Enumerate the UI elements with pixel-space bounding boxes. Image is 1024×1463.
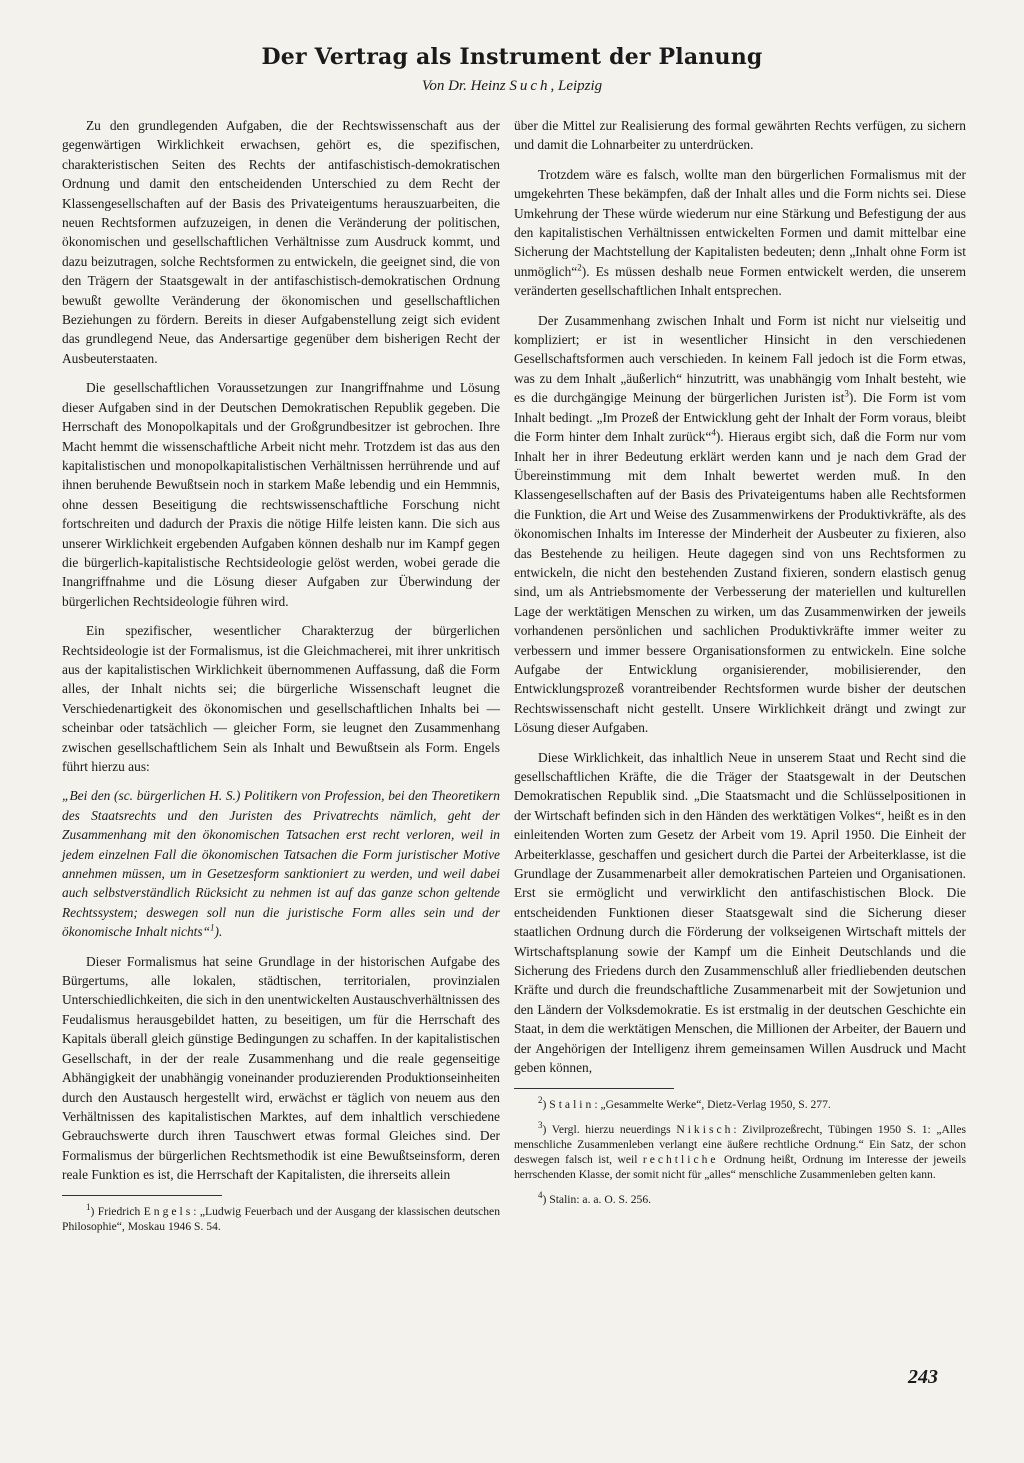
footnote-number: 1 xyxy=(86,1201,91,1212)
paragraph: Diese Wirklichkeit, das inhaltlich Neue in unserem Staat und Recht sind die gesellschaftlichen Kräfte, die die Träger der Staatsgewalt in der Deutschen Demokratischen Republik sind. „Die Staatsmacht und die Schlüsselpositionen in der Wirtschaft befinden sich in den Händen des werktätigen Volkes“, heißt es in den einleitenden Worten zum Gesetz der Arbeit vom 19. April 1950. Die Einheit der Arbeiterklasse, geschaffen und gesichert durch die Partei der Arbeiterklasse, ist die Grundlage der Zusammenarbeit aller demokratischen Parteien und Organisationen. Erst sie ermöglicht und verwirklicht den antifaschistischen Block. Die entscheidenden Funktionen dieser Staatsgewalt sind die Sicherung dieser staatlichen Ordnung durch die Förderung der volkseigenen Wirtschaft mittels der Wirtschaftsplanung sowie der Kampf um die Einheit Deutschlands und die Sicherung des Friedens durch den Zusammenschluß aller friedliebenden deutschen Kräfte und durch die freundschaftliche Zusammenarbeit mit der Sowjetunion und den Ländern der Volksdemokratie. Es ist erstmalig in der deutschen Geschichte ein Staat, in dem die werktätigen Menschen, die Millionen der Arbeiter, der Bauern und der Angehörigen der Intelligenz ihrem gemeinsamen Willen Ausdruck und Macht geben können, xyxy=(514,749,966,1076)
footnote-ref: 1 xyxy=(210,922,215,933)
footnote-ref: 3 xyxy=(844,388,849,399)
author-byline xyxy=(0,78,1024,95)
footnote-prefix: ) Vergl. hierzu neuerdings xyxy=(542,1122,677,1136)
byline-suffix: , Leipzig xyxy=(550,78,603,94)
footnote-number: 2 xyxy=(538,1094,543,1105)
footnote-text: : „Ludwig Feuerbach und der Ausgang der klassischen deutschen Philosophie“, Moskau 1946 S. 54. xyxy=(62,1204,500,1233)
footnote-text: ) Stalin: a. a. O. S. 256. xyxy=(542,1192,652,1206)
footnote-divider xyxy=(514,1088,674,1089)
footnote-1 xyxy=(62,1201,500,1234)
footnote-2 xyxy=(514,1094,966,1112)
paragraph-text: ). Es müssen deshalb neue Formen entwickelt werden, die unserem veränderten gesellschaftlichen Inhalt entsprechen. xyxy=(514,263,966,299)
quote-text: „Bei den (sc. bürgerlichen H. S.) Politikern von Profession, bei den Theoretikern des Staatsrechts und den Juristen des Privatrechts nämlich, geht der Zusammenhang mit den ökonomischen Tatsachen erst recht verloren, weil in jedem einzelnen Fall die ökonomischen Tatsachen die Form juristischer Motive annehmen müssen, um in Gesetzesform sanktioniert zu werden, und weil dabei auch selbstverständlich Rücksicht zu nehmen ist auf das ganze schon geltende Rechtssystem; deswegen soll nun die juristische Form alles sein und der ökonomische Inhalt nichts“ xyxy=(62,788,500,940)
page-number: 243 xyxy=(908,1366,938,1388)
paragraph: Dieser Formalismus hat seine Grundlage in der historischen Aufgabe des Bürgertums, alle lokalen, städtischen, territorialen, provinzialen Unterschiedlichkeiten, die sich in den unentwickelten Austauschverhältnissen des Feudalismus herausgebildet hatten, zu beseitigen, um für die Herrschaft des Kapitals überall gleich günstige Bedingungen zu schaffen. In der kapitalistischen Gesellschaft, in der der reale Zusammenhang und die reale gegenseitige Abhängigkeit der unabhängig voneinander produzierenden Produktionseinheiten durch den Austausch hergestellt wird, erwächst er täglich von neuem aus den Verhältnissen des kapitalistischen Marktes, auf dem inhaltlich verschiedene Gebrauchswerte durch ihren Tauschwert etwas formal Gleiches sind. Der Formalismus der bürgerlichen Rechtsmethodik ist eine Bewußtseinsform, deren reale Funktion es ist, die Herrschaft der Kapitalisten, die ihrerseits allein xyxy=(62,953,500,1183)
paragraph-text: ). Hieraus ergibt sich, daß die Form nur vom Inhalt her in ihrer Bedeutung erklärt werden kann und je nach dem Grad der Übereinstimmung mit dem Inhalt bewertet werden muß. In den Klassengesellschaften auf der Basis des Privateigentums haben alle Rechtsformen die Funktion, die Art und Weise des Zusammenwirkens der Produktivkräfte, als des ökonomischen Inhalts im Interesse der Minderheit der Ausbeuter zu fixieren, also das Bestehende zu heiligen. Heute dagegen sind von uns Rechtsformen zu entwickeln, die nicht den bestehenden Zustand fixieren, sondern elastisch genug sind, um als Antriebsmomente der Verbesserung der materiellen und kulturellen Lage der werktätigen Menschen zu wirken, um das Zusammenwirken der jeweils vorhandenen persönlichen und sachlichen Produktivkräfte immer weiter zu verbessern und immer bessere Organisationsformen zu entwickeln. Eine solche Aufgabe der Entwicklung organisierender, mobilisierender, den Entwicklungsprozeß vorantreibender Rechtsformen wurde bisher der deutschen Rechtswissenschaft nicht gestellt. Unsere Wirklichkeit drängt und zwingt zur Lösung dieser Aufgaben. xyxy=(514,429,966,736)
paragraph: über die Mittel zur Realisierung des formal gewährten Rechts verfügen, zu sichern und damit die Lohnarbeiter zu unterdrücken. xyxy=(514,118,966,153)
left-column xyxy=(62,116,500,1244)
footnote-author: Nikisch xyxy=(676,1122,734,1136)
footnote-text: : „Gesammelte Werke“, Dietz-Verlag 1950, S. 277. xyxy=(594,1097,831,1111)
paragraph: Ein spezifischer, wesentlicher Charakterzug der bürgerlichen Rechtsideologie ist der Formalismus, ist die Gleichmacherei, mit ihrer unkritisch aus der kapitalistischen Wirklichkeit übernommenen Auffassung, daß die Form alles, der Inhalt nichts sei; die bürgerliche Wissenschaft leugnet die Verschiedenartigkeit des ökonomischen und gesellschaftlichen Inhalts bei — scheinbar oder tatsächlich — gleicher Form, sie leugnet den Zusammenhang zwischen gesellschaftlichem Sein als Inhalt und Bewußtsein als Form. Engels führt hierzu aus: xyxy=(62,623,500,774)
footnote-author: Stalin xyxy=(549,1097,595,1111)
engels-quote xyxy=(62,786,500,941)
byline-prefix: Von Dr. Heinz xyxy=(421,78,510,94)
paragraph xyxy=(514,311,966,738)
footnote-prefix: ) xyxy=(542,1097,550,1111)
paragraph: Die gesellschaftlichen Voraussetzungen zur Inangriffnahme und Lösung dieser Aufgaben sind in der Deutschen Demokratischen Republik gegeben. Die Herrschaft des Monopolkapitals und der Großgrundbesitzer ist gebrochen. Ihre Macht hemmt die wissenschaftliche Arbeit nicht mehr. Trotzdem ist das aus den kapitalistischen und monopolkapitalistischen Verhältnissen herrührende und auf ihnen beruhende Bewußtsein noch in starkem Maße lebendig und ein Hemmnis, ohne dessen Beseitigung die rechtswissenschaftliche Forschung nicht fortschreiten und dadurch der Praxis die nötige Hilfe leisten kann. Die sich aus unserer Wirklichkeit ergebenden Aufgaben können deshalb nur im Kampf gegen die bürgerlich-kapitalistische Rechtsideologie gelöst werden, wobei gerade die Inangriffnahme und die Lösung dieser Aufgaben zur Überwindung der bürgerlichen Rechtsideologie führen wird. xyxy=(62,380,500,609)
article-title: Der Vertrag als Instrument der Planung xyxy=(261,44,763,70)
paragraph xyxy=(514,165,966,301)
footnote-divider xyxy=(62,1195,222,1196)
footnote-emphasis: rechtliche xyxy=(642,1152,719,1166)
right-column xyxy=(514,116,966,1217)
author-name: Such xyxy=(509,78,551,94)
footnote-number: 4 xyxy=(538,1189,543,1200)
paragraph-text: Trotzdem wäre es falsch, wollte man den bürgerlichen Formalismus mit der umgekehrten These bekämpfen, daß der Inhalt alles und die Form nichts sei. Diese Umkehrung der These würde wiederum nur eine Stärkung und Befestigung der aus den kapitalistischen Verhältnissen entwickelten Formen und damit mittelbar eine Sicherung der Machtstellung der Kapitalisten bedeuten; denn „Inhalt ohne Form ist unmöglich“ xyxy=(514,166,966,279)
footnote-4 xyxy=(514,1189,966,1207)
paragraph-text: Der Zusammenhang zwischen Inhalt und Form ist nicht nur vielseitig und kompliziert; er ist in wesentlicher Hinsicht in den verschiedenen Gesellschaftsformen auch verschieden. In keinem Fall jedoch ist die Form etwas, was zu dem Inhalt „äußerlich“ hinzutritt, was unabhängig vom Inhalt besteht, wie es die durchgängige Meinung der bürgerlichen Juristen ist xyxy=(514,312,966,406)
footnote-3 xyxy=(514,1119,966,1182)
footnote-prefix: ) Friedrich xyxy=(90,1204,144,1218)
footnote-text: Ordnung heißt, Ordnung im Interesse der jeweils herrschenden Klasse, der somit nicht für „alles“ menschliche Zusammenleben gelten kann. xyxy=(514,1152,966,1181)
footnote-ref: 4 xyxy=(711,427,716,438)
paragraph: Zu den grundlegenden Aufgaben, die der Rechtswissenschaft aus der gegenwärtigen Wirklichkeit erwachsen, gehört es, die spezifischen, charakteristischen Seiten des Rechts der antifaschistisch-demokratischen Ordnung und damit den entscheidenden Unterschied zu dem Recht der Klassengesellschaften auf der Basis des Privateigentums herauszuarbeiten, die neuen Rechtsformen aufzuzeigen, in denen die Veränderung der politischen, ökonomischen und gesellschaftlichen Verhältnisse zum Ausdruck kommt, und dazu beizutragen, solche Rechtsformen zu entwickeln, die geeignet sind, die von den Trägern der Staatsgewalt in der antifaschistisch-demokratischen Ordnung bewußt gewollte Veränderung der ökonomischen und gesellschaftlichen Beziehungen zu fördern. Bereits in dieser Aufgabenstellung zeigt sich evident das grundlegend Neue, das Andersartige gegenüber dem bisherigen Recht der Ausbeuterstaaten. xyxy=(62,118,500,366)
quote-end: ). xyxy=(214,924,223,940)
footnote-ref: 2 xyxy=(577,262,582,273)
footnote-number: 3 xyxy=(538,1119,543,1130)
footnote-text: : Zivilprozeßrecht, Tübingen 1950 S. 1: „Alles menschliche Zusammenleben verlangt eine äußere rechtliche Ordnung.“ Ein Satz, der schon deswegen falsch ist, weil xyxy=(514,1122,966,1166)
footnote-author: Engels xyxy=(143,1204,194,1218)
paragraph-text: ). Die Form ist vom Inhalt bedingt. „Im Prozeß der Entwicklung geht der Inhalt der Form voraus, bleibt die Form hinter dem Inhalt zurück“ xyxy=(514,390,966,445)
